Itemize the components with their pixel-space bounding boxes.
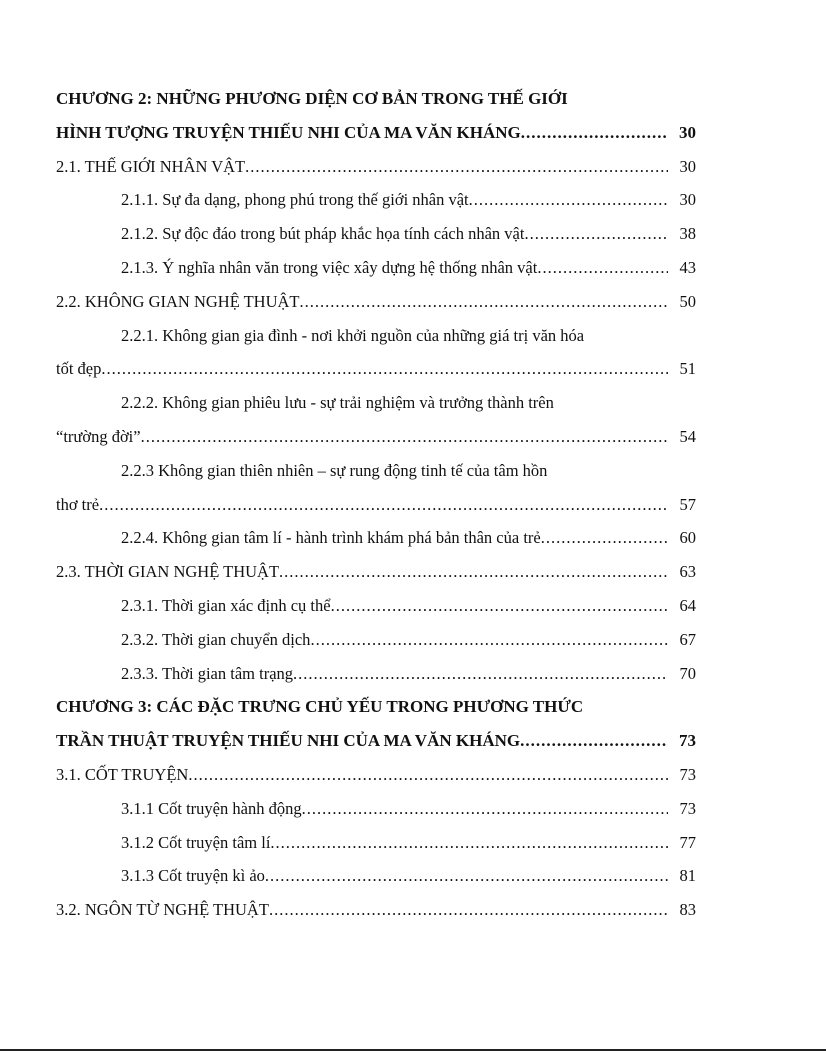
- toc-subsection-2-2-3-line-1[interactable]: [56, 454, 696, 488]
- dot-leader: [101, 352, 668, 386]
- toc-entry-text: 2.1.3. Ý nghĩa nhân văn trong việc xây dựng hệ thống nhân vật: [121, 257, 538, 277]
- dot-leader: [302, 792, 668, 826]
- toc-section-2-2[interactable]: [56, 285, 696, 319]
- toc-entry-text: CHƯƠNG 3: CÁC ĐẶC TRƯNG CHỦ YẾU TRONG PHƯƠNG THỨC: [56, 697, 584, 717]
- toc-page-number: 63: [679, 562, 696, 582]
- toc-page-number: 51: [679, 359, 696, 379]
- toc-page-number: 60: [679, 528, 696, 548]
- toc-page-number: 30: [679, 190, 696, 210]
- toc-entry-text: 2.3.2. Thời gian chuyển dịch: [121, 629, 311, 649]
- toc-page-number: 64: [679, 595, 696, 615]
- toc-page-number: 54: [679, 426, 696, 446]
- dot-leader: [469, 183, 668, 217]
- dot-leader: [331, 589, 668, 623]
- toc-subsection-2-2-4[interactable]: [56, 521, 696, 555]
- toc-entry-text: tốt đẹp: [56, 359, 102, 379]
- toc-page-number: 67: [679, 629, 696, 649]
- toc-page-number: 50: [679, 291, 696, 311]
- table-of-contents: [56, 82, 696, 927]
- toc-entry-text: 2.2.1. Không gian gia đình - nơi khởi nguồn của những giá trị văn hóa: [121, 325, 585, 345]
- dot-leader: [279, 555, 668, 589]
- dot-leader: [269, 893, 668, 927]
- toc-subsection-2-1-1[interactable]: [56, 183, 696, 217]
- toc-page-number: 57: [679, 494, 696, 514]
- toc-entry-text: CHƯƠNG 2: NHỮNG PHƯƠNG DIỆN CƠ BẢN TRONG THẾ GIỚI: [56, 89, 568, 108]
- toc-page-number: 73: [679, 731, 696, 751]
- toc-entry-text: thơ trẻ: [56, 494, 100, 514]
- dot-leader: [188, 758, 668, 792]
- toc-page-number: 38: [679, 224, 696, 244]
- dot-leader: [521, 116, 668, 150]
- dot-leader: [245, 150, 668, 184]
- dot-leader: [524, 217, 668, 251]
- toc-subsection-2-1-2[interactable]: [56, 217, 696, 251]
- toc-subsection-2-2-3-line-2[interactable]: [56, 488, 696, 522]
- toc-subsection-3-1-3[interactable]: [56, 859, 696, 893]
- toc-entry-text: 3.1.1 Cốt truyện hành động: [121, 798, 302, 818]
- toc-entry-text: TRẦN THUẬT TRUYỆN THIẾU NHI CỦA MA VĂN KHÁNG: [56, 731, 521, 751]
- toc-entry-text: 2.3.3. Thời gian tâm trạng: [121, 663, 294, 683]
- toc-subsection-2-1-3[interactable]: [56, 251, 696, 285]
- toc-entry-text: “trường đời”: [56, 426, 141, 446]
- toc-subsection-2-2-1-line-2[interactable]: [56, 352, 696, 386]
- toc-entry-text: 2.3.1. Thời gian xác định cụ thể: [121, 595, 331, 615]
- dot-leader: [541, 521, 668, 555]
- toc-page-number: 83: [679, 900, 696, 920]
- toc-subsection-3-1-1[interactable]: [56, 792, 696, 826]
- toc-chapter-3-title-line-1[interactable]: [56, 690, 696, 724]
- toc-chapter-2-title-line-1[interactable]: [56, 82, 696, 116]
- toc-entry-text: 2.1.1. Sự đa dạng, phong phú trong thế giới nhân vật: [121, 190, 469, 210]
- toc-subsection-2-3-2[interactable]: [56, 623, 696, 657]
- toc-section-2-1[interactable]: [56, 150, 696, 184]
- dot-leader: [537, 251, 668, 285]
- toc-entry-text: 3.1.2 Cốt truyện tâm lí: [121, 832, 271, 852]
- toc-section-3-1[interactable]: [56, 758, 696, 792]
- toc-page-number: 30: [679, 122, 696, 142]
- toc-page-number: 43: [679, 257, 696, 277]
- toc-entry-text: 2.1.2. Sự độc đáo trong bút pháp khắc họa tính cách nhân vật: [121, 224, 525, 244]
- toc-section-2-3[interactable]: [56, 555, 696, 589]
- dot-leader: [310, 623, 668, 657]
- toc-entry-text: 3.1.3 Cốt truyện kì ảo: [121, 866, 265, 886]
- toc-entry-text: 2.3. THỜI GIAN NGHỆ THUẬT: [56, 562, 280, 582]
- toc-entry-text: 2.2.3 Không gian thiên nhiên – sự rung động tinh tế của tâm hồn: [121, 460, 548, 480]
- toc-entry-text: 3.1. CỐT TRUYỆN: [56, 764, 189, 784]
- dot-leader: [520, 724, 668, 758]
- toc-entry-text: 2.2.4. Không gian tâm lí - hành trình khám phá bản thân của trẻ: [121, 528, 541, 548]
- toc-chapter-2-title-line-2[interactable]: [56, 116, 696, 150]
- toc-entry-text: 3.2. NGÔN TỪ NGHỆ THUẬT: [56, 900, 269, 920]
- toc-entry-text: 2.2.2. Không gian phiêu lưu - sự trải nghiệm và trưởng thành trên: [121, 393, 554, 413]
- bottom-rule: [0, 1049, 826, 1051]
- toc-entry-text: 2.1. THẾ GIỚI NHÂN VẬT: [56, 156, 246, 176]
- toc-page-number: 81: [679, 866, 696, 886]
- toc-subsection-2-2-2-line-1[interactable]: [56, 386, 696, 420]
- toc-subsection-2-3-3[interactable]: [56, 657, 696, 691]
- toc-page-number: 77: [679, 832, 696, 852]
- dot-leader: [99, 488, 668, 522]
- toc-subsection-2-2-2-line-2[interactable]: [56, 420, 696, 454]
- toc-entry-text: HÌNH TƯỢNG TRUYỆN THIẾU NHI CỦA MA VĂN KHÁNG: [56, 122, 521, 142]
- dot-leader: [293, 657, 668, 691]
- dot-leader: [141, 420, 668, 454]
- toc-page-number: 70: [679, 663, 696, 683]
- toc-page-number: 73: [679, 764, 696, 784]
- toc-page-number: 73: [679, 798, 696, 818]
- dot-leader: [300, 285, 668, 319]
- toc-subsection-2-2-1-line-1[interactable]: [56, 319, 696, 353]
- toc-chapter-3-title-line-2[interactable]: [56, 724, 696, 758]
- dot-leader: [265, 859, 668, 893]
- dot-leader: [270, 826, 668, 860]
- toc-page-number: 30: [679, 156, 696, 176]
- toc-section-3-2[interactable]: [56, 893, 696, 927]
- toc-entry-text: 2.2. KHÔNG GIAN NGHỆ THUẬT: [56, 291, 300, 311]
- toc-subsection-3-1-2[interactable]: [56, 826, 696, 860]
- toc-subsection-2-3-1[interactable]: [56, 589, 696, 623]
